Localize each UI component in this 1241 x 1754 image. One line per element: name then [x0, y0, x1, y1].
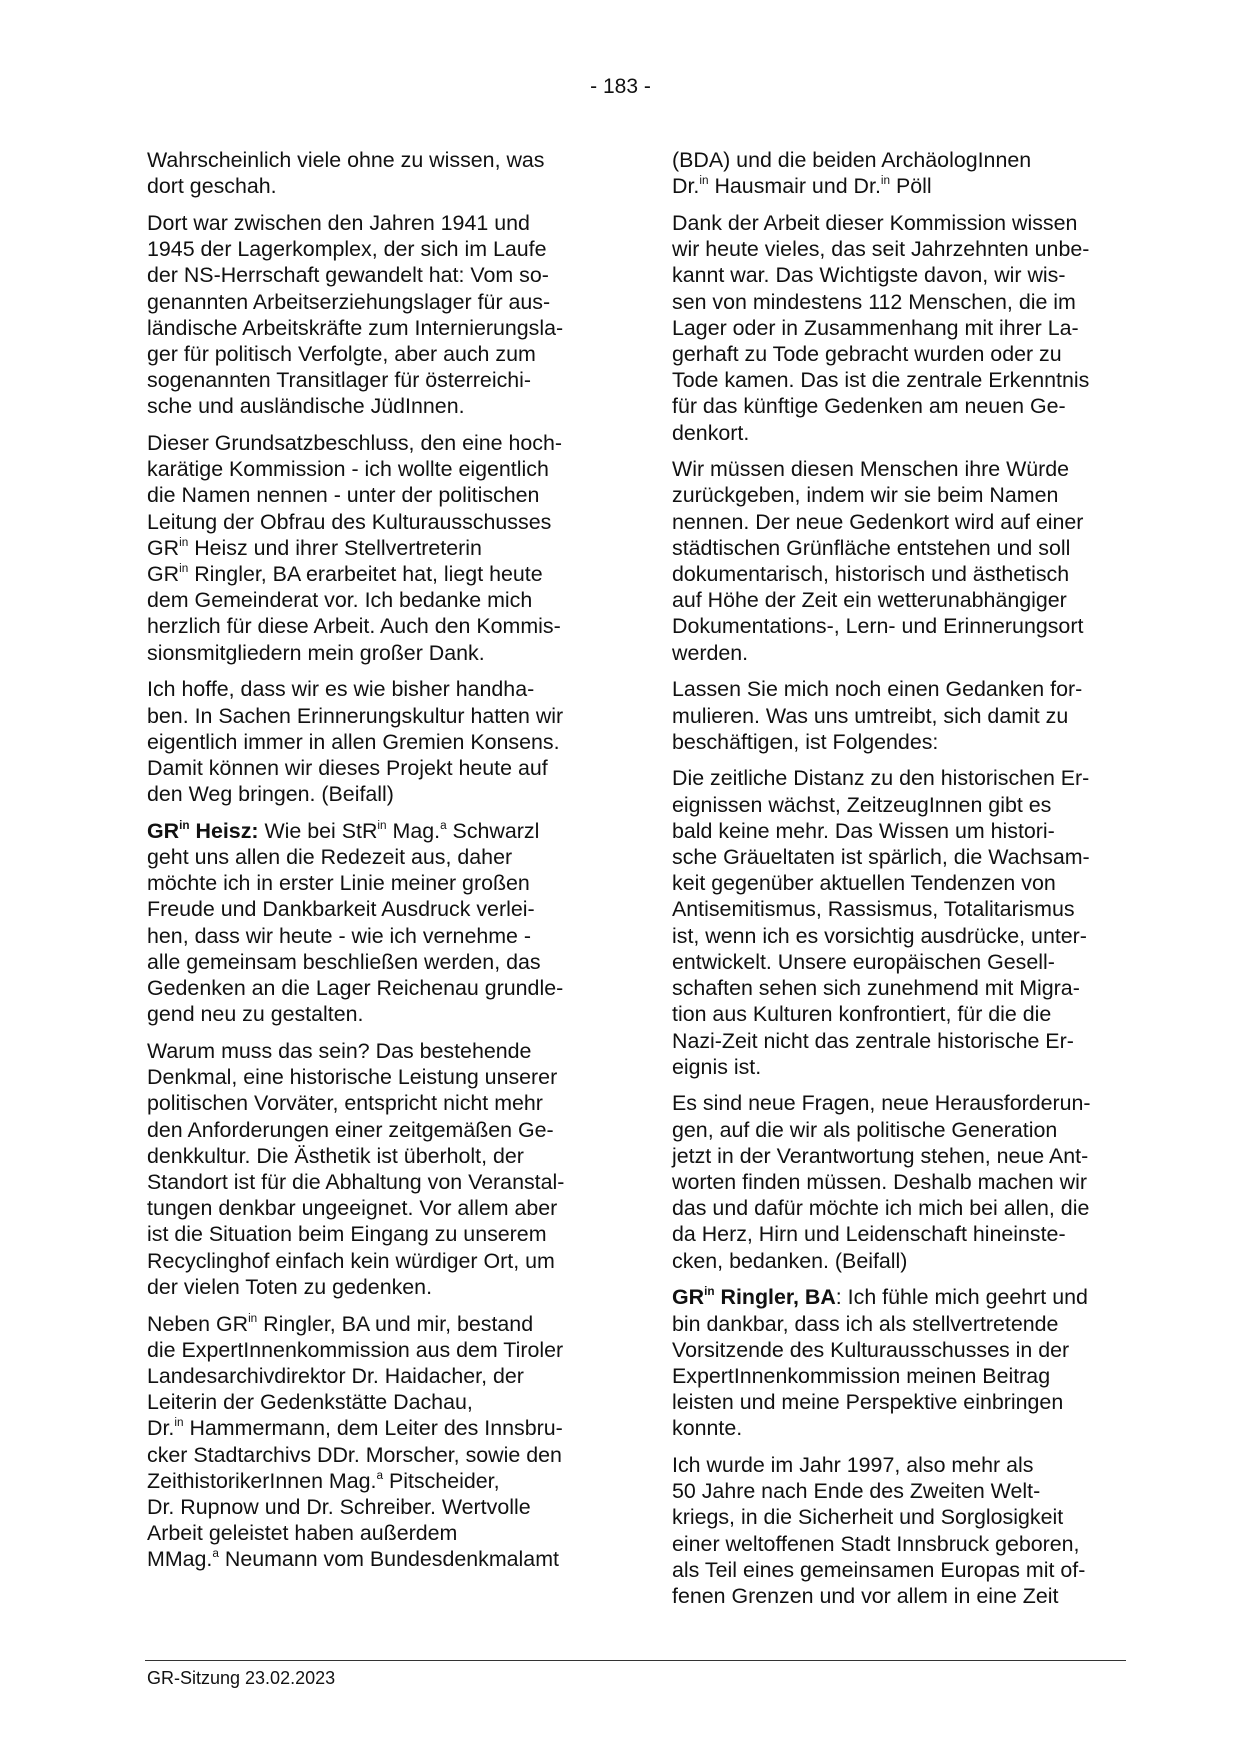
text-line: cker Stadtarchivs DDr. Morscher, sowie den	[147, 1442, 562, 1467]
paragraph	[672, 1284, 1124, 1441]
text-line: kriegs, in die Sicherheit und Sorglosigkeit	[672, 1505, 1064, 1530]
text-line: dem Gemeinderat vor. Ich bedanke mich	[147, 588, 533, 613]
page-number: - 183 -	[590, 75, 651, 98]
paragraph	[672, 456, 1124, 666]
text-line: denkkultur. Die Ästhetik ist überholt, der	[147, 1143, 524, 1168]
paragraph	[672, 1090, 1124, 1273]
text-line: worten finden müssen. Deshalb machen wir	[672, 1170, 1087, 1195]
text-line: Dieser Grundsatzbeschluss, den eine hoch-	[147, 431, 562, 456]
text-line: denkort.	[672, 420, 750, 445]
text-line: Gedenken an die Lager Reichenau grundle-	[147, 976, 564, 1001]
text-line: möchte ich in erster Linie meiner großen	[147, 871, 530, 896]
text-line: als Teil eines gemeinsamen Europas mit of-	[672, 1557, 1086, 1582]
text-line: dokumentarisch, historisch und ästhetisch	[672, 562, 1070, 587]
text-line: schaften sehen sich zunehmend mit Migra-	[672, 976, 1080, 1001]
text-line: $GR^{in}$ Ringler, BA erarbeitet hat, liegt heute	[147, 562, 543, 587]
text-line: Lassen Sie mich noch einen Gedanken for-	[672, 677, 1083, 702]
text-line: sche und ausländische JüdInnen.	[147, 394, 465, 419]
paragraph	[147, 210, 599, 420]
text-line: dort geschah.	[147, 174, 277, 199]
paragraph	[147, 430, 599, 666]
text-line: den Anforderungen einer zeitgemäßen Ge-	[147, 1117, 554, 1142]
text-line: eignissen wächst, ZeitzeugInnen gibt es	[672, 792, 1052, 817]
text-line: mulieren. Was uns umtreibt, sich damit zu	[672, 703, 1069, 728]
text-line: (BDA) und die beiden ArchäologInnen	[672, 148, 1032, 172]
paragraph	[147, 1311, 599, 1573]
text-line: nennen. Der neue Gedenkort wird auf einer	[672, 509, 1084, 534]
text-line: kannt war. Das Wichtigste davon, wir wis-	[672, 263, 1066, 288]
text-line: Freude und Dankbarkeit Ausdruck verlei-	[147, 897, 535, 922]
text-line: einer weltoffenen Stadt Innsbruck geboren,	[672, 1531, 1080, 1556]
text-line: fenen Grenzen und vor allem in eine Zeit	[672, 1584, 1059, 1609]
text-line: werden.	[672, 640, 749, 665]
paragraph	[147, 818, 599, 1028]
text-line: gerhaft zu Tode gebracht wurden oder zu	[672, 341, 1062, 366]
right-column	[672, 147, 1124, 1620]
speaker-name: $GR^{in}$ Heisz:	[147, 818, 259, 843]
text-line: da Herz, Hirn und Leidenschaft hineinste-	[672, 1222, 1066, 1247]
text-line: Leitung der Obfrau des Kulturausschusses	[147, 509, 552, 534]
text-line: bald keine mehr. Das Wissen um histori-	[672, 818, 1055, 843]
text-line: eigentlich immer in allen Gremien Konsens.	[147, 729, 560, 754]
text-line: Dr. Rupnow und Dr. Schreiber. Wertvolle	[147, 1494, 531, 1519]
text-line: alle gemeinsam beschließen werden, das	[147, 949, 541, 974]
text-line: genannten Arbeitserziehungslager für aus-	[147, 289, 551, 314]
text-line: auf Höhe der Zeit ein wetterunabhängiger	[672, 588, 1067, 613]
text-line: bin dankbar, dass ich als stellvertretende	[672, 1311, 1059, 1336]
paragraph	[672, 1452, 1124, 1609]
text-line: die Namen nennen - unter der politischen	[147, 483, 540, 508]
text-line: tungen denkbar ungeeignet. Vor allem aber	[147, 1196, 558, 1221]
text-line: Warum muss das sein? Das bestehende	[147, 1039, 532, 1063]
text-line: 50 Jahre nach Ende des Zweiten Welt-	[672, 1479, 1041, 1504]
text-line: ist, wenn ich es vorsichtig ausdrücke, unter-	[672, 923, 1087, 948]
text-line: Dr.$^{in}$ Hammermann, dem Leiter des Innsbru-	[147, 1416, 563, 1441]
text-line: Dokumentations-, Lern- und Erinnerungsort	[672, 614, 1084, 639]
left-column	[147, 147, 599, 1583]
text-line: sogenannten Transitlager für österreichi-	[147, 368, 532, 393]
text-line: Dank der Arbeit dieser Kommission wissen	[672, 210, 1078, 235]
text-line: zurückgeben, indem wir sie beim Namen	[672, 483, 1059, 508]
text-line: politischen Vorväter, entspricht nicht mehr	[147, 1091, 543, 1116]
text-line: Recyclinghof einfach kein würdiger Ort, um	[147, 1248, 555, 1273]
text-line: cken, bedanken. (Beifall)	[672, 1248, 908, 1273]
paragraph	[672, 676, 1124, 755]
text-line: Neben $GR^{in}$ Ringler, BA und mir, bestand	[147, 1311, 534, 1336]
text-line: eignis ist.	[672, 1054, 762, 1079]
text-line: ZeithistorikerInnen Mag.$^a$ Pitscheider,	[147, 1468, 500, 1493]
paragraph	[672, 147, 1124, 199]
text-line: Lager oder in Zusammenhang mit ihrer La-	[672, 315, 1079, 340]
text-line: Tode kamen. Das ist die zentrale Erkenntnis	[672, 368, 1090, 393]
text-line: städtischen Grünfläche entstehen und soll	[672, 535, 1071, 560]
text-line: Damit können wir dieses Projekt heute auf	[147, 755, 548, 780]
text-line: ländische Arbeitskräfte zum Internierungsla-	[147, 315, 564, 340]
text-line: Landesarchivdirektor Dr. Haidacher, der	[147, 1363, 524, 1388]
text-line: ger für politisch Verfolgte, aber auch zum	[147, 341, 536, 366]
text-line: $GR^{in}$ Heisz und ihrer Stellvertreterin	[147, 535, 482, 560]
text-line: Die zeitliche Distanz zu den historischen Er-	[672, 766, 1090, 791]
text-line: Wahrscheinlich viele ohne zu wissen, was	[147, 148, 545, 172]
paragraph	[147, 1038, 599, 1300]
text-line: gen, auf die wir als politische Generation	[672, 1117, 1058, 1142]
text-line: jetzt in der Verantwortung stehen, neue Ant-	[672, 1143, 1089, 1168]
text-line: Es sind neue Fragen, neue Herausforderun-	[672, 1091, 1091, 1116]
text-line: Leiterin der Gedenkstätte Dachau,	[147, 1390, 473, 1415]
text-line: leisten und meine Perspektive einbringen	[672, 1390, 1064, 1415]
text-line: ExpertInnenkommission meinen Beitrag	[672, 1363, 1051, 1388]
text-line: Wir müssen diesen Menschen ihre Würde	[672, 457, 1070, 482]
text-line: beschäftigen, ist Folgendes:	[672, 729, 939, 754]
text-line: 1945 der Lagerkomplex, der sich im Laufe	[147, 237, 547, 262]
speaker-name: $GR^{in}$ Ringler, BA	[672, 1285, 836, 1310]
text-line: ben. In Sachen Erinnerungskultur hatten wir	[147, 703, 564, 728]
text-line: entwickelt. Unsere europäischen Gesell-	[672, 949, 1055, 974]
text-line: karätige Kommission - ich wollte eigentlich	[147, 457, 549, 482]
text-line: ist die Situation beim Eingang zu unserem	[147, 1222, 547, 1247]
text-line: tion aus Kulturen konfrontiert, für die die	[672, 1002, 1052, 1027]
text-line: der vielen Toten zu gedenken.	[147, 1274, 433, 1299]
text-line: Arbeit geleistet haben außerdem	[147, 1521, 458, 1546]
text-line: Antisemitismus, Rassismus, Totalitarismus	[672, 897, 1075, 922]
text-line: sche Gräueltaten ist spärlich, die Wachsam-	[672, 845, 1090, 870]
text-line: die ExpertInnenkommission aus dem Tiroler	[147, 1337, 564, 1362]
text-line: herzlich für diese Arbeit. Auch den Kommis-	[147, 614, 561, 639]
text-line: den Weg bringen. (Beifall)	[147, 782, 394, 807]
text-line: konnte.	[672, 1416, 743, 1441]
footer-session-label: GR-Sitzung 23.02.2023	[147, 1668, 336, 1688]
text-line: Dort war zwischen den Jahren 1941 und	[147, 210, 530, 235]
text-line: hen, dass wir heute - wie ich vernehme -	[147, 923, 532, 948]
text-line: der NS-Herrschaft gewandelt hat: Vom so-	[147, 263, 549, 288]
text-line: Standort ist für die Abhaltung von Veranstal-	[147, 1170, 565, 1195]
text-line: Dr.$^{in}$ Hausmair und Dr.$^{in}$ Pöll	[672, 174, 932, 199]
text-line: Denkmal, eine historische Leistung unserer	[147, 1065, 558, 1090]
text-line: Ich wurde im Jahr 1997, also mehr als	[672, 1453, 1034, 1478]
paragraph	[147, 147, 599, 199]
text-line: geht uns allen die Redezeit aus, daher	[147, 845, 513, 870]
text-line: MMag.$^a$ Neumann vom Bundesdenkmalamt	[147, 1547, 559, 1572]
text-line: $GR^{in}$ Ringler, BA: Ich fühle mich geehrt und	[672, 1285, 1088, 1310]
footer-divider	[145, 1660, 1126, 1661]
text-line: Vorsitzende des Kulturausschusses in der	[672, 1337, 1070, 1362]
paragraph	[672, 765, 1124, 1079]
text-line: keit gegenüber aktuellen Tendenzen von	[672, 871, 1056, 896]
text-line: Ich hoffe, dass wir es wie bisher handha-	[147, 677, 535, 702]
paragraph	[672, 210, 1124, 446]
text-line: sionsmitgliedern mein großer Dank.	[147, 640, 485, 665]
text-line: $GR^{in}$ Heisz: Wie bei StR$^{in}$ Mag.$^a$ Schwarzl	[147, 818, 540, 843]
text-line: wir heute vieles, das seit Jahrzehnten unbe-	[672, 237, 1090, 262]
paragraph	[147, 676, 599, 807]
text-line: Nazi-Zeit nicht das zentrale historische Er-	[672, 1028, 1074, 1053]
text-line: für das künftige Gedenken am neuen Ge-	[672, 394, 1066, 419]
text-line: sen von mindestens 112 Menschen, die im	[672, 289, 1076, 314]
text-line: das und dafür möchte ich mich bei allen, die	[672, 1196, 1090, 1221]
text-line: gend neu zu gestalten.	[147, 1002, 364, 1027]
